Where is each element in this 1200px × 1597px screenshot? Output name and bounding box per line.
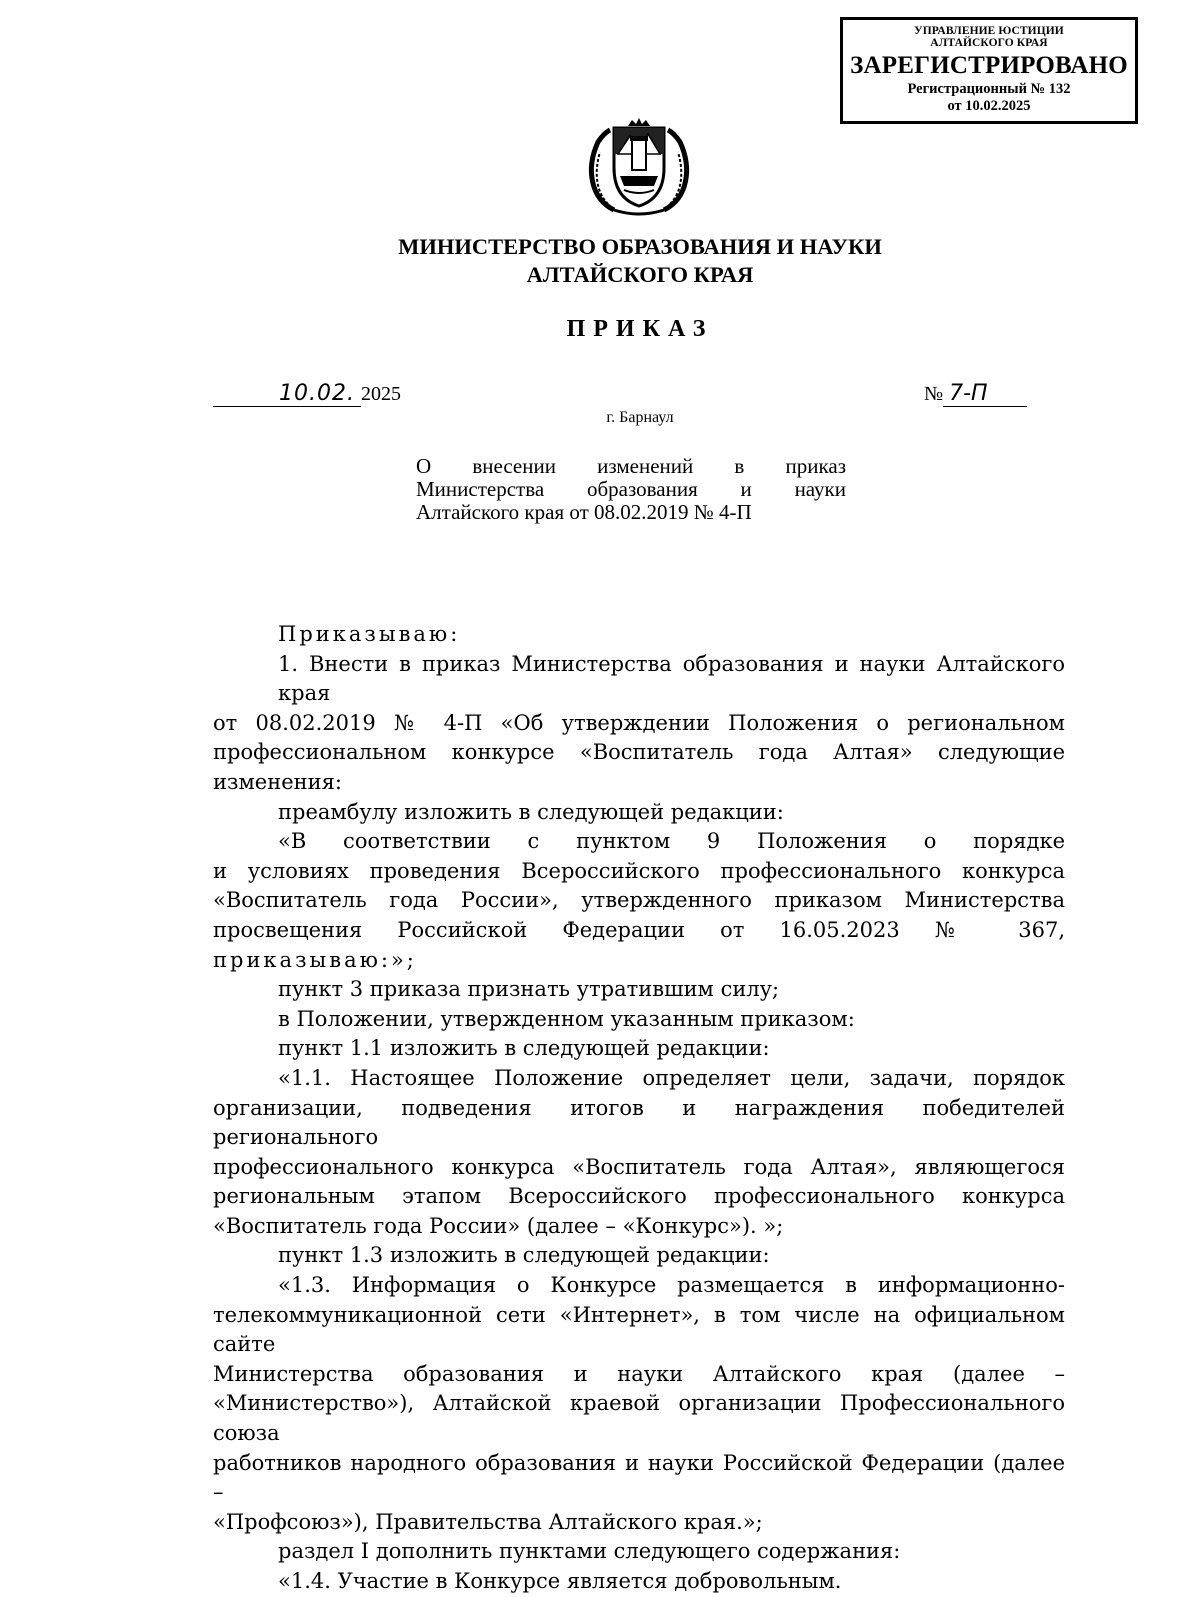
text-line — [213, 916, 1065, 975]
text-line: «Воспитатель года России», утвержденного приказом Министерства — [213, 888, 1065, 913]
subject-line: Министерства образования и науки — [416, 477, 846, 501]
date-year: 2025 — [361, 383, 401, 405]
paragraph-1 — [213, 650, 1065, 798]
paragraph-10: раздел I дополнить пунктами следующего содержания: — [278, 1539, 901, 1564]
text-line: «1.3. Информация о Конкурсе размещается в информационно- — [278, 1273, 1065, 1298]
text-line: и условиях проведения Всероссийского профессионального конкурса — [213, 858, 1065, 883]
text-line: «1.1. Настоящее Положение определяет цели, задачи, порядок — [278, 1065, 1065, 1090]
document-type-title: ПРИКАЗ — [566, 316, 714, 342]
text-line: организации, подведения итогов и награждения победителей регионального — [213, 1095, 1065, 1150]
text-line: от 08.02.2019 № 4-П «Об утверждении Положения о региональном — [213, 710, 1065, 735]
text-line: телекоммуникационной сети «Интернет», в том числе на официальном сайте — [213, 1302, 1065, 1357]
stamp-org-line1: УПРАВЛЕНИЕ ЮСТИЦИИ — [914, 25, 1064, 37]
paragraph-9 — [213, 1271, 1065, 1537]
text-line: профессионального конкурса «Воспитатель года Алтая», являющегося — [213, 1154, 1065, 1179]
text-line: Министерства образования и науки Алтайского края (далее – — [213, 1361, 1065, 1386]
text-line: профессиональном конкурсе «Воспитатель года Алтая» следующие — [213, 740, 1065, 765]
paragraph-11: «1.4. Участие в Конкурсе является добровольным. — [278, 1569, 842, 1593]
stamp-reg-number: Регистрационный № 132 — [907, 81, 1071, 97]
stamp-org-line2: АЛТАЙСКОГО КРАЯ — [930, 37, 1048, 49]
stamp-reg-date: от 10.02.2025 — [947, 98, 1031, 114]
subject-line: О внесении изменений в приказ — [416, 454, 846, 478]
text-line: региональным этапом Всероссийского профессионального конкурса — [213, 1184, 1065, 1209]
ministry-line1: МИНИСТЕРСТВО ОБРАЗОВАНИЯ И НАУКИ — [398, 234, 882, 259]
text-line: «Профсоюз»), Правительства Алтайского края.»; — [213, 1509, 763, 1534]
text-fragment-spaced: приказываю:»; — [213, 947, 417, 972]
stamp-organization — [843, 25, 1135, 49]
document-city: г. Барнаул — [606, 409, 674, 426]
text-fragment: просвещения Российской Федерации от 16.05.2023 № 367, — [213, 917, 1065, 942]
text-line: «Воспитатель года России» (далее – «Конкурс»). »; — [213, 1213, 784, 1238]
text-line: 1. Внести в приказ Министерства образования и науки Алтайского края — [278, 651, 1065, 706]
paragraph-7 — [213, 1064, 1065, 1242]
subject-line: Алтайского края от 08.02.2019 № 4-П — [416, 500, 752, 524]
document-body — [213, 620, 1065, 1597]
stamp-registered: ЗАРЕГИСТРИРОВАНО — [850, 52, 1128, 79]
ministry-name — [0, 233, 1200, 289]
order-word: Приказываю: — [278, 622, 461, 646]
text-line: «В соответствии с пунктом 9 Положения о порядке — [278, 829, 1065, 854]
document-number — [924, 381, 1027, 407]
paragraph-4: пункт 3 приказа признать утратившим силу; — [278, 977, 780, 1002]
paragraph-5: в Положении, утвержденном указанным приказом: — [278, 1006, 855, 1031]
paragraph-2: преамбулу изложить в следующей редакции: — [278, 799, 784, 824]
paragraph-8: пункт 1.3 изложить в следующей редакции: — [278, 1243, 770, 1268]
document-subject — [416, 455, 846, 524]
text-line: работников народного образования и науки Российской Федерации (далее – — [213, 1450, 1065, 1505]
registration-stamp — [840, 17, 1138, 124]
number-prefix: № — [924, 383, 944, 405]
document-date — [213, 381, 401, 407]
paragraph-6: пункт 1.1 изложить в следующей редакции: — [278, 1036, 770, 1061]
ministry-line2: АЛТАЙСКОГО КРАЯ — [526, 262, 754, 287]
handwritten-number: 7-П — [943, 381, 1027, 407]
handwritten-date: 10.02. — [213, 381, 361, 407]
paragraph-3 — [213, 827, 1065, 975]
coat-of-arms-icon — [584, 118, 694, 218]
text-line: изменения: — [213, 769, 342, 794]
text-line: «Министерство»), Алтайской краевой организации Профессионального союза — [213, 1391, 1065, 1446]
